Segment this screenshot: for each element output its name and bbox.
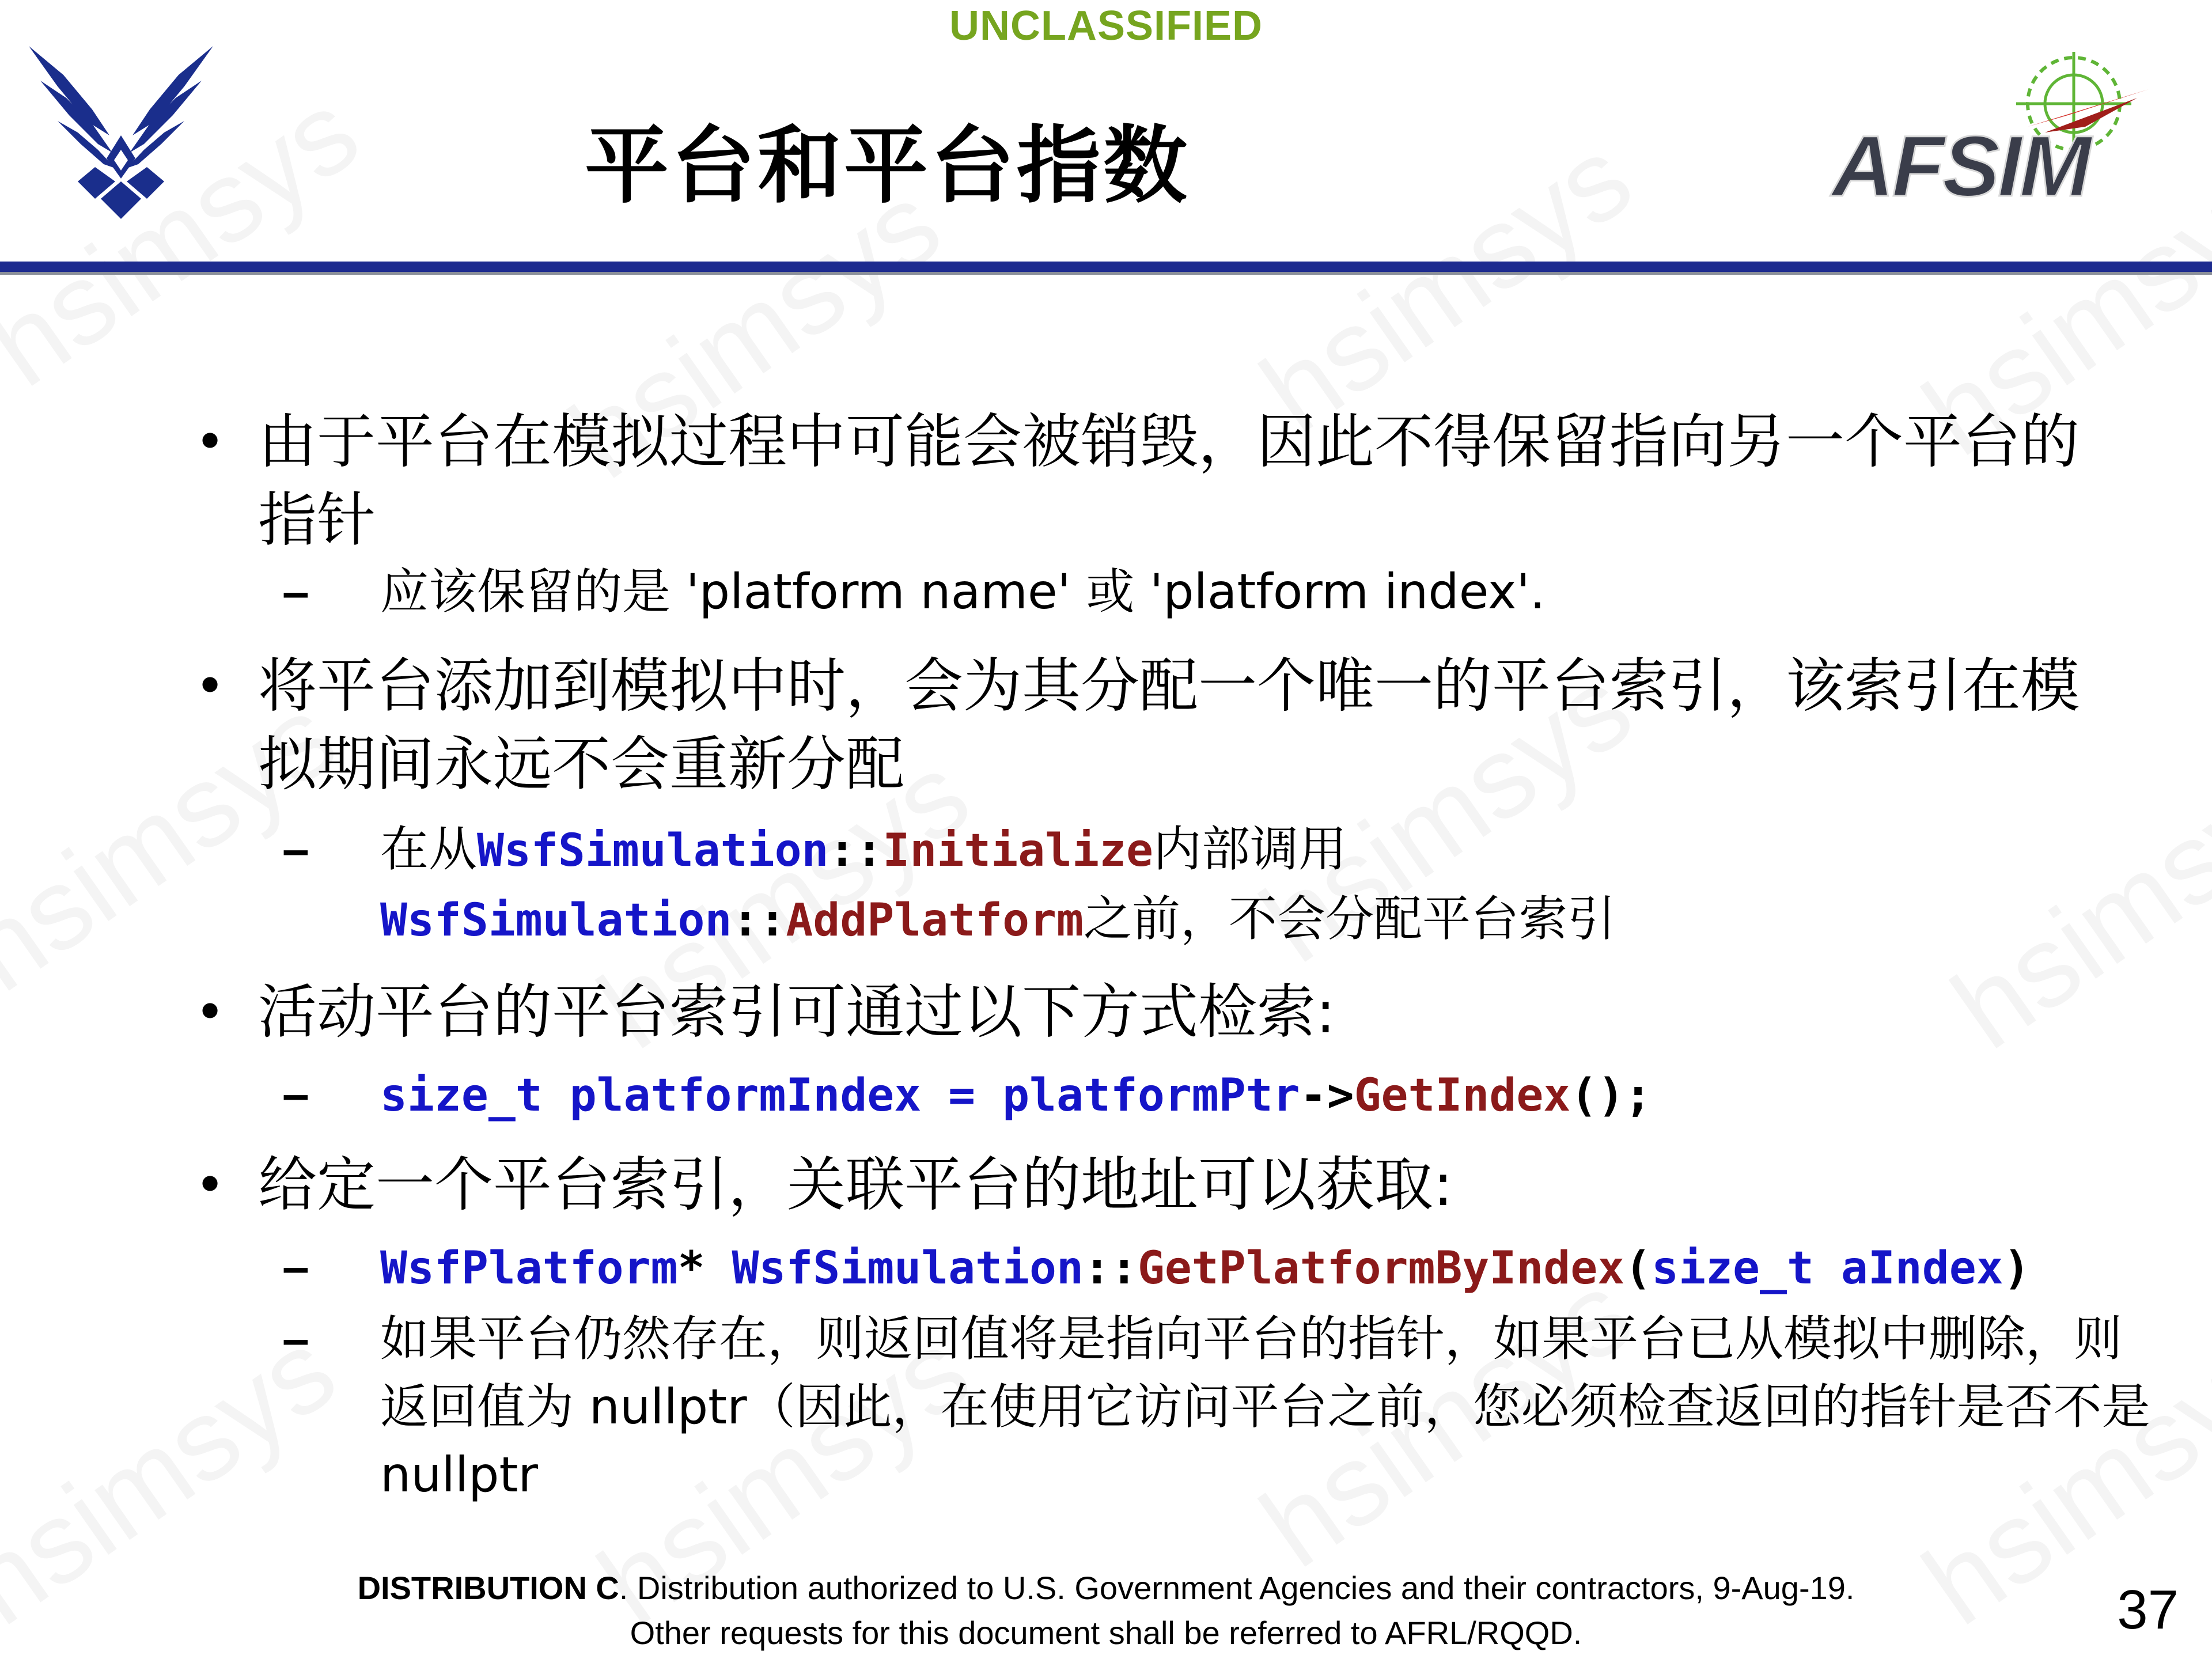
- bullet-mark: •: [195, 412, 226, 472]
- dash-mark: –: [282, 1312, 309, 1366]
- code-param: size_t aIndex: [1652, 1243, 2003, 1294]
- code-punct: ();: [1570, 1070, 1652, 1122]
- code-method: GetPlatformByIndex: [1137, 1243, 1625, 1294]
- bullet-text: 将平台添加到模拟中时，会为其分配一个唯一的平台索引，该索引在模拟期间永远不会重新分配: [258, 652, 2080, 799]
- code-punct: ): [2003, 1243, 2031, 1294]
- code-method: AddPlatform: [786, 895, 1084, 946]
- code-line: [380, 1233, 2166, 1302]
- code-punct: (: [1624, 1243, 1652, 1294]
- code-operator: ->: [1300, 1070, 1354, 1122]
- bullet-text: 由于平台在模拟过程中可能会被销毁，因此不得保留指向另一个平台的指针: [258, 408, 2080, 555]
- distribution-line2: Other requests for this document shall be referred to AFRL/RQQD.: [630, 1615, 1582, 1651]
- sub-bullet-text: [380, 815, 2166, 955]
- page-number: 37: [2117, 1579, 2179, 1641]
- code-class: WsfSimulation: [380, 895, 732, 946]
- code-class: WsfSimulation: [732, 1243, 1084, 1294]
- dash-mark: –: [282, 1067, 309, 1121]
- bullet-mark: •: [195, 982, 226, 1043]
- code-line: [380, 1060, 2166, 1130]
- code-scope: ::: [1083, 1243, 1138, 1294]
- distribution-statement: [0, 1566, 2212, 1656]
- afsim-logo-text: AFSIM: [1832, 118, 2089, 214]
- page-title: 平台和平台指数: [585, 117, 1190, 215]
- bullet-text: 活动平台的平台索引可通过以下方式检索:: [258, 978, 1336, 1047]
- code-scope: ::: [828, 825, 883, 877]
- text-segment: 之前，不会分配平台索引: [1083, 891, 1616, 947]
- bullet-mark: •: [195, 656, 226, 717]
- text-segment: 在从: [380, 821, 478, 877]
- text-segment: 内部调用: [1153, 821, 1347, 877]
- code-scope: ::: [732, 895, 786, 946]
- code-class: WsfPlatform: [380, 1243, 678, 1294]
- code-segment: size_t platformIndex = platformPtr: [380, 1070, 1300, 1122]
- dash-mark: –: [282, 565, 309, 619]
- distribution-label: DISTRIBUTION C: [357, 1570, 619, 1606]
- code-method: Initialize: [882, 825, 1154, 877]
- dash-mark: –: [282, 1240, 309, 1294]
- bullet-mark: •: [195, 1155, 226, 1215]
- distribution-line1: . Distribution authorized to U.S. Government Agencies and their contractors, 9-Aug-19.: [619, 1570, 1855, 1606]
- bullet-text: 给定一个平台索引，关联平台的地址可以获取:: [258, 1151, 1453, 1219]
- classification-banner: UNCLASSIFIED: [949, 3, 1263, 49]
- code-punct: *: [677, 1243, 732, 1294]
- sub-bullet-text: 如果平台仍然存在，则返回值将是指向平台的指针，如果平台已从模拟中删除，则返回值为 nullptr（因此，在使用它访问平台之前，您必须检查返回的指针是否不是 nullptr: [380, 1310, 2150, 1503]
- sub-bullet-text: 应该保留的是 'platform name' 或 'platform index'.: [380, 563, 1546, 620]
- dash-mark: –: [282, 822, 309, 876]
- code-class: WsfSimulation: [477, 825, 829, 877]
- code-method: GetIndex: [1354, 1070, 1571, 1122]
